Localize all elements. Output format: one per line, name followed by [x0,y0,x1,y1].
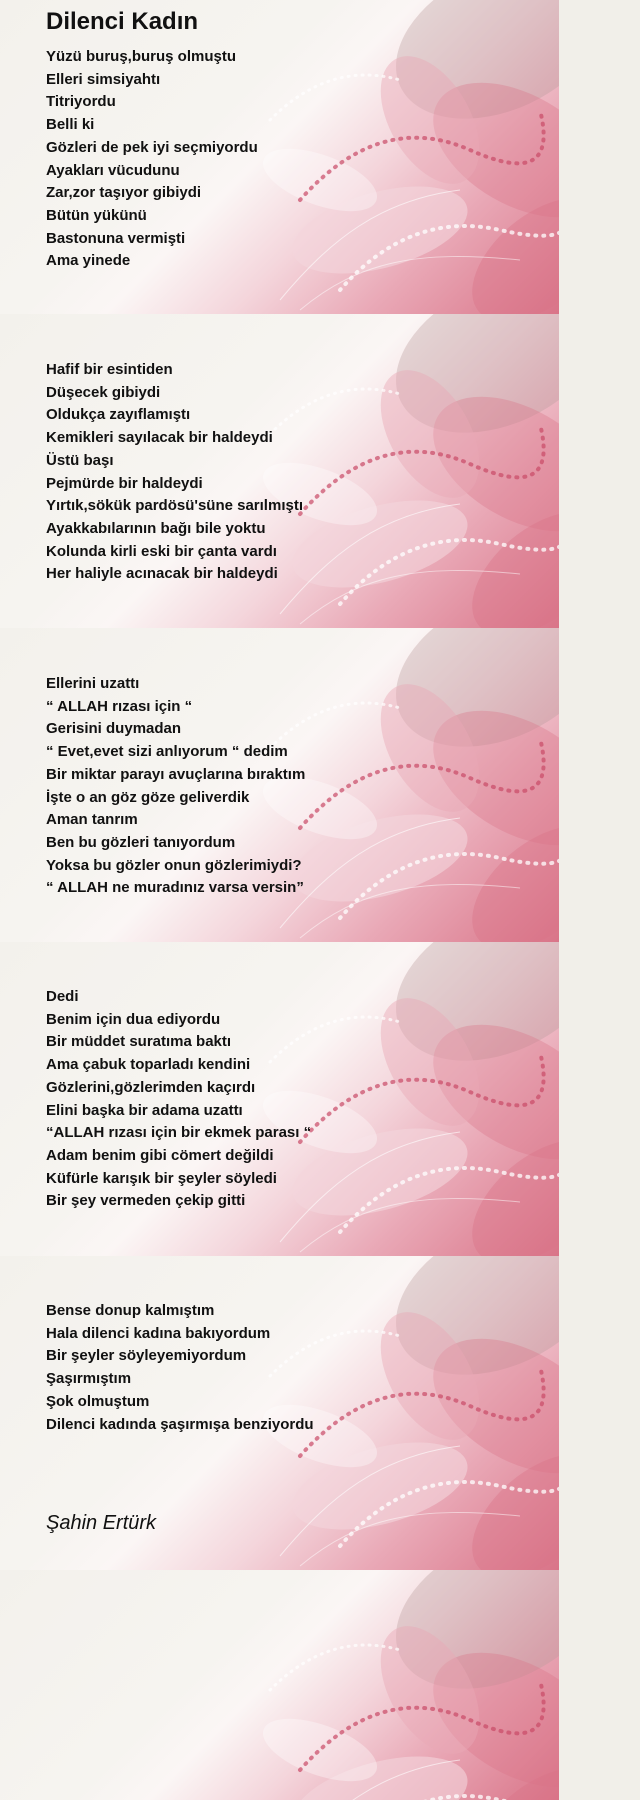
poem-line: Bir müddet suratıma baktı [46,1033,232,1051]
poem-line: Hala dilenci kadına bakıyordum [46,1324,271,1342]
poem-line: Bastonuna vermişti [46,229,186,247]
poem-line: Şok olmuştum [46,1392,150,1410]
poem-line: Elini başka bir adama uzattı [46,1101,243,1119]
poem-line: Gözleri de pek iyi seçmiyordu [46,138,258,156]
poem-line: Üstü başı [46,451,114,469]
poem-line: Adam benim gibi cömert değildi [46,1146,274,1164]
poem-line: Ben bu gözleri tanıyordum [46,833,236,851]
poem-title: Dilenci Kadın [46,8,199,35]
poem-line: Dilenci kadında şaşırmışa benziyordu [46,1415,314,1433]
floral-decoration [0,1570,559,1800]
poem-line: “ ALLAH rızası için “ [46,697,193,715]
stanza-2 [46,359,303,586]
poem-line: Zar,zor taşıyor gibiydi [46,184,202,202]
poem-line: Ayakları vücudunu [46,161,180,179]
poem-line: Bir şey vermeden çekip gitti [46,1192,246,1210]
poem-author: Şahin Ertürk [46,1512,157,1534]
poem-line: Dedi [46,988,79,1005]
poem-line: Ama yinede [46,252,131,270]
stanza-3 [46,673,305,900]
poem-line: Ellerini uzattı [46,675,140,692]
poem-line: Kolunda kirli eski bir çanta vardı [46,542,277,560]
poem-line: Yoksa bu gözler onun gözlerimiydi? [46,856,302,874]
poem-line: “ Evet,evet sizi anlıyorum “ dedim [46,743,288,761]
poem-line: Şaşırmıştım [46,1370,132,1388]
poem-line: Yırtık,sökük pardösü'süne sarılmıştı [46,497,303,515]
dotted-swirl [270,1645,400,1690]
poem-line: Benim için dua ediyordu [46,1010,221,1028]
poem-line: “ALLAH rızası için bir ekmek parası “ [46,1124,312,1142]
dotted-swirl [270,75,400,120]
poem-line: Pejmürde bir haldeydi [46,474,203,492]
poem-line: Kemikleri sayılacak bir haldeydi [46,429,273,447]
poem-line: Hafif bir esintiden [46,361,173,378]
poem-line: “ ALLAH ne muradınız varsa versin” [46,879,304,897]
background-panel [0,1570,559,1800]
poem-line: Gerisini duymadan [46,720,182,738]
poem-line: Düşecek gibiydi [46,383,161,401]
stanza-5 [46,1300,314,1436]
poem-line: Belli ki [46,116,95,134]
poem-line: Gözlerini,gözlerimden kaçırdı [46,1078,256,1096]
poem-line: Yüzü buruş,buruş olmuştu [46,48,236,65]
poem-line: Bir miktar parayı avuçlarına bıraktım [46,765,306,783]
stanza-1 [46,46,258,273]
poem-line: Bütün yükünü [46,206,147,224]
poem-line: Bir şeyler söyleyemiyordum [46,1347,247,1365]
poem-line: Elleri simsiyahtı [46,70,161,88]
poem-line: Ama çabuk toparladı kendini [46,1056,251,1074]
poem-line: Bense donup kalmıştım [46,1302,215,1319]
poem-line: Titriyordu [46,93,116,111]
stanza-4 [46,986,311,1213]
poem-line: Ayakkabılarının bağı bile yoktu [46,519,266,537]
poem-line: İşte o an göz göze geliverdik [46,788,250,806]
poem-line: Her haliyle acınacak bir haldeydi [46,565,278,583]
poem-line: Küfürle karışık bir şeyler söyledi [46,1169,277,1187]
poem-line: Aman tanrım [46,811,138,829]
poem-line: Oldukça zayıflamıştı [46,406,191,424]
